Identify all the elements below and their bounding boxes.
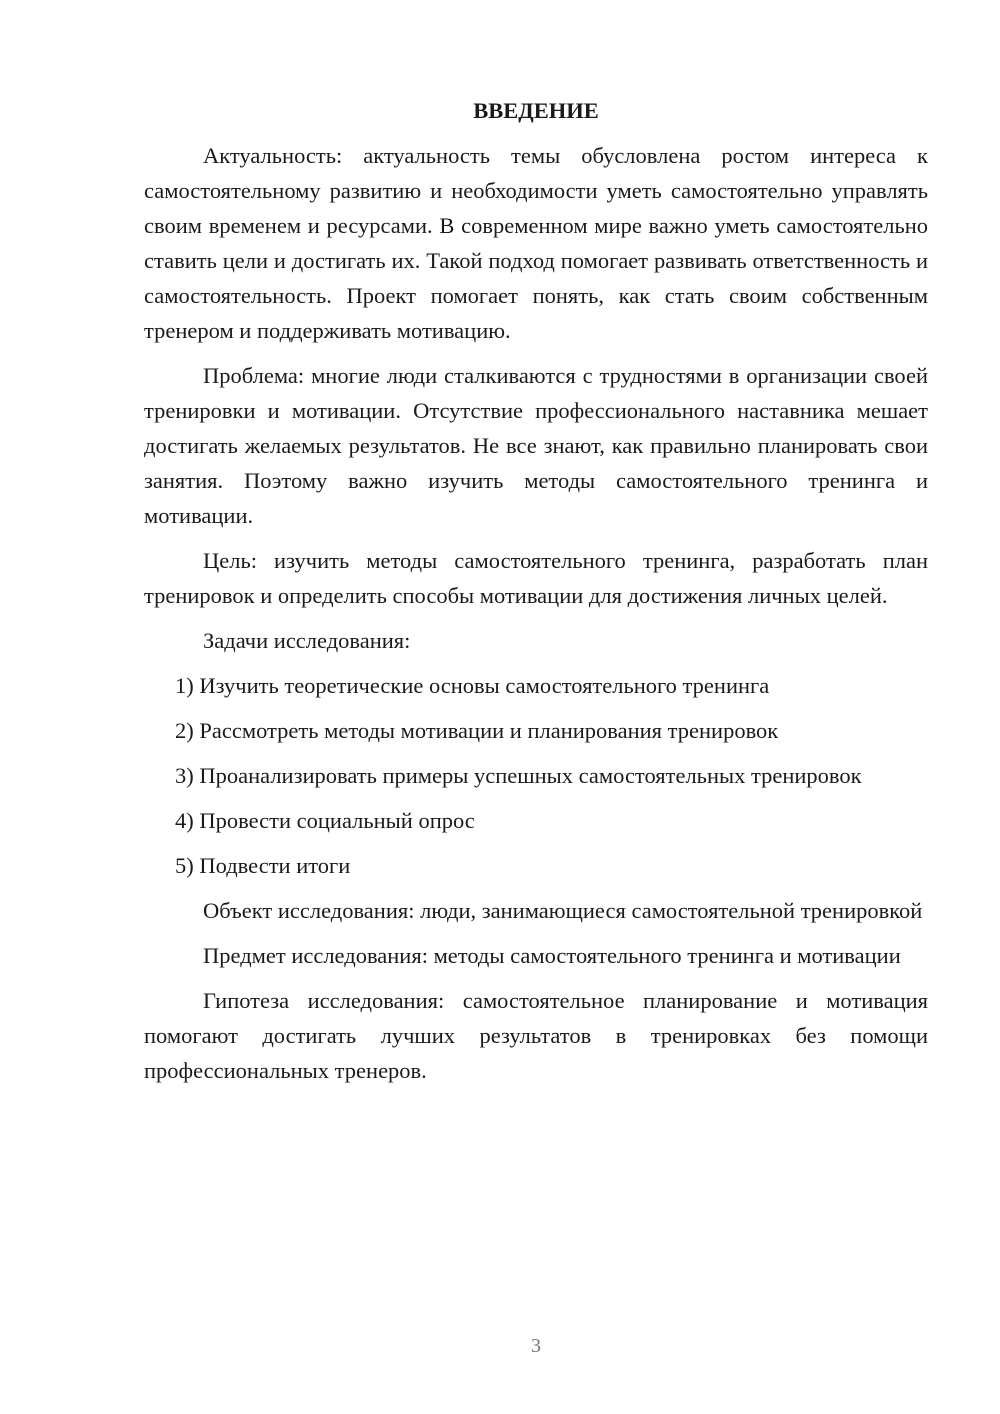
task-item: 5) Подвести итоги [175, 853, 351, 878]
task-item: 2) Рассмотреть методы мотивации и планирования тренировок [175, 718, 779, 743]
relevance-paragraph: Актуальность: актуальность темы обусловлена ростом интереса к самостоятельному развитию и необходимости уметь самостоятельно управлять своим временем и ресурсами. В современном мире важно уметь самостоятельно ставить цели и достигать их. Такой подход помогает развивать ответственность и самостоятельность. Проект помогает понять, как стать своим собственным тренером и поддерживать мотивацию. [144, 143, 928, 343]
task-item: 4) Провести социальный опрос [175, 808, 475, 833]
section-heading: ВВЕДЕНИЕ [473, 98, 599, 123]
hypothesis-paragraph: Гипотеза исследования: самостоятельное планирование и мотивация помогают достигать лучших результатов в тренировках без помощи профессиональных тренеров. [144, 988, 928, 1083]
subject-paragraph: Предмет исследования: методы самостоятельного тренинга и мотивации [203, 943, 901, 968]
page-content [144, 93, 928, 1098]
goal-paragraph: Цель: изучить методы самостоятельного тренинга, разработать план тренировок и определить способы мотивации для достижения личных целей. [144, 548, 928, 608]
task-item: 3) Проанализировать примеры успешных самостоятельных тренировок [175, 763, 862, 788]
page-number: 3 [531, 1335, 541, 1357]
task-item: 1) Изучить теоретические основы самостоятельного тренинга [175, 673, 770, 698]
problem-paragraph: Проблема: многие люди сталкиваются с трудностями в организации своей тренировки и мотивации. Отсутствие профессионального наставника мешает достигать желаемых результатов. Не все знают, как правильно планировать свои занятия. Поэтому важно изучить методы самостоятельного тренинга и мотивации. [144, 363, 928, 528]
tasks-title: Задачи исследования: [203, 628, 411, 653]
object-paragraph: Объект исследования: люди, занимающиеся самостоятельной тренировкой [203, 898, 923, 923]
